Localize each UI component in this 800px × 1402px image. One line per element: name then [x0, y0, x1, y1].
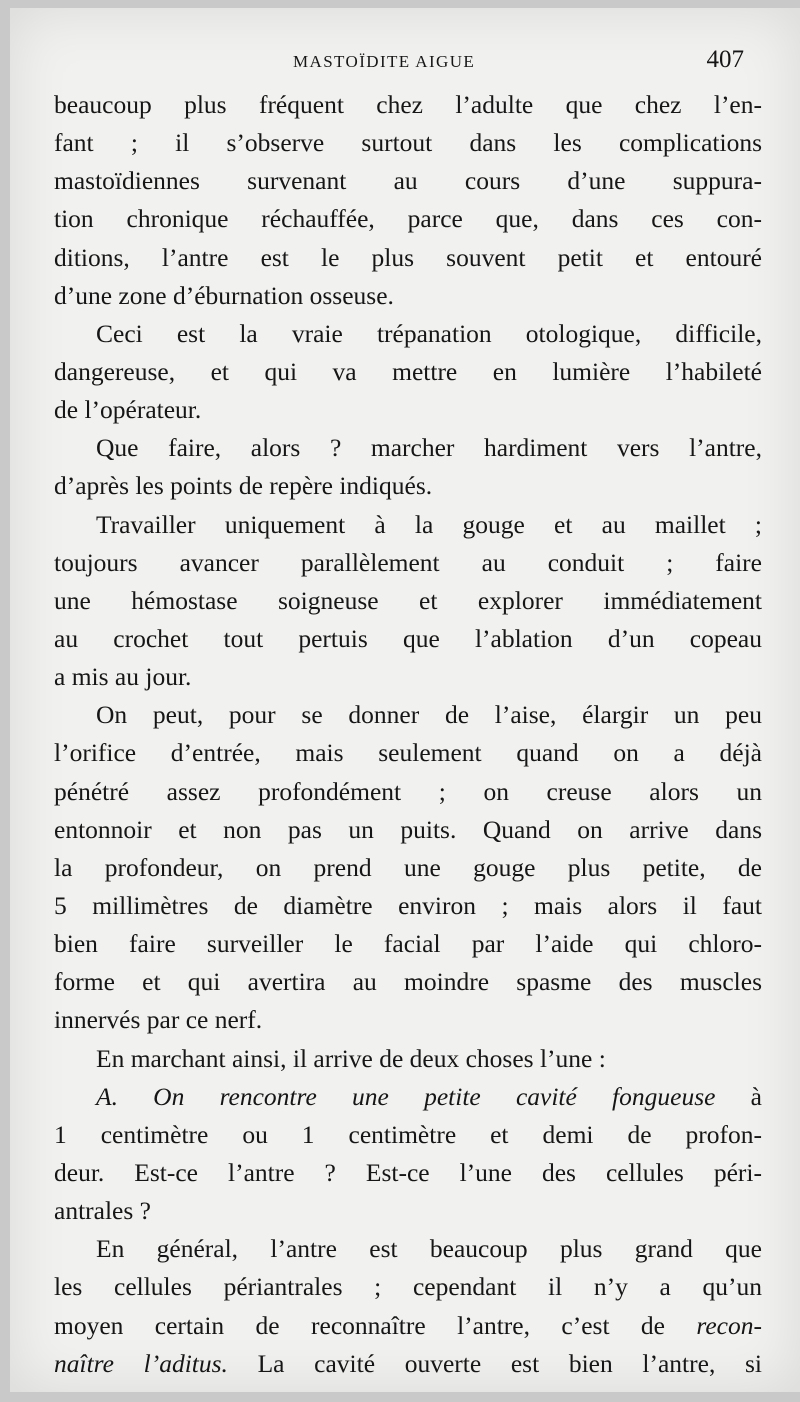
text-line: mastoïdiennes survenant au cours d’une suppura- — [54, 166, 762, 196]
italic-text-segment: naître l’aditus. — [54, 1348, 228, 1378]
text-line: ditions, l’antre est le plus souvent petit et entouré — [54, 242, 762, 272]
text-line: 1 centimètre ou 1 centimètre et demi de profon- — [54, 1119, 762, 1149]
text-line: beaucoup plus fréquent chez l’adulte que chez l’en- — [54, 90, 762, 119]
running-title: MASTOÏDITE AIGUE — [293, 52, 476, 71]
text-line — [54, 1345, 762, 1383]
text-line: entonnoir et non pas un puits. Quand on arrive dans — [54, 814, 762, 844]
text-line: tion chronique réchauffée, parce que, dans ces con- — [54, 204, 762, 234]
text-line: a mis au jour. — [54, 662, 192, 692]
italic-text-segment: A. On rencontre une petite cavité fongueuse — [96, 1081, 716, 1111]
text-line: de l’opérateur. — [54, 395, 202, 425]
text-line: toujours avancer parallèlement au conduit ; faire — [54, 547, 762, 577]
body-text — [54, 86, 762, 1383]
text-line: d’une zone d’éburnation osseuse. — [54, 280, 394, 310]
page-number: 407 — [706, 46, 744, 73]
italic-text-segment: recon- — [696, 1310, 762, 1340]
text-line — [54, 1078, 762, 1116]
text-line: innervés par ce nerf. — [54, 1005, 263, 1035]
text-line: d’après les points de repère indiqués. — [54, 471, 433, 501]
running-header — [10, 46, 800, 78]
text-line: l’orifice d’entrée, mais seulement quand on a déjà — [54, 738, 762, 768]
text-line: En marchant ainsi, il arrive de deux choses l’une : — [96, 1043, 606, 1073]
text-line: En général, l’antre est beaucoup plus grand que — [96, 1234, 762, 1264]
text-line: antrales ? — [54, 1196, 151, 1226]
book-page — [10, 8, 800, 1392]
text-line: Que faire, alors ? marcher hardiment vers l’antre, — [96, 433, 762, 463]
text-line — [54, 1307, 762, 1345]
text-line: Travailler uniquement à la gouge et au maillet ; — [96, 509, 762, 539]
text-line: au crochet tout pertuis que l’ablation d’un copeau — [54, 623, 762, 653]
text-segment: à — [715, 1081, 762, 1111]
text-line: les cellules périantrales ; cependant il n’y a qu’un — [54, 1272, 762, 1302]
text-line: Ceci est la vraie trépanation otologique, difficile, — [96, 318, 762, 348]
text-line: 5 millimètres de diamètre environ ; mais alors il faut — [54, 890, 762, 920]
text-segment: moyen certain de reconnaître l’antre, c’est de — [54, 1310, 697, 1340]
text-segment: La cavité ouverte est bien l’antre, si — [227, 1348, 762, 1378]
text-line: dangereuse, et qui va mettre en lumière l’habileté — [54, 356, 762, 386]
text-line: On peut, pour se donner de l’aise, élargir un peu — [96, 700, 762, 730]
text-line: la profondeur, on prend une gouge plus petite, de — [54, 852, 762, 882]
text-line: une hémostase soigneuse et explorer immédiatement — [54, 585, 762, 615]
text-line: forme et qui avertira au moindre spasme des muscles — [54, 967, 762, 997]
text-line: bien faire surveiller le facial par l’aide qui chloro- — [54, 929, 762, 959]
text-line: deur. Est-ce l’antre ? Est-ce l’une des cellules péri- — [54, 1157, 762, 1187]
text-line: pénétré assez profondément ; on creuse alors un — [54, 776, 762, 806]
text-line: fant ; il s’observe surtout dans les complications — [54, 128, 762, 158]
